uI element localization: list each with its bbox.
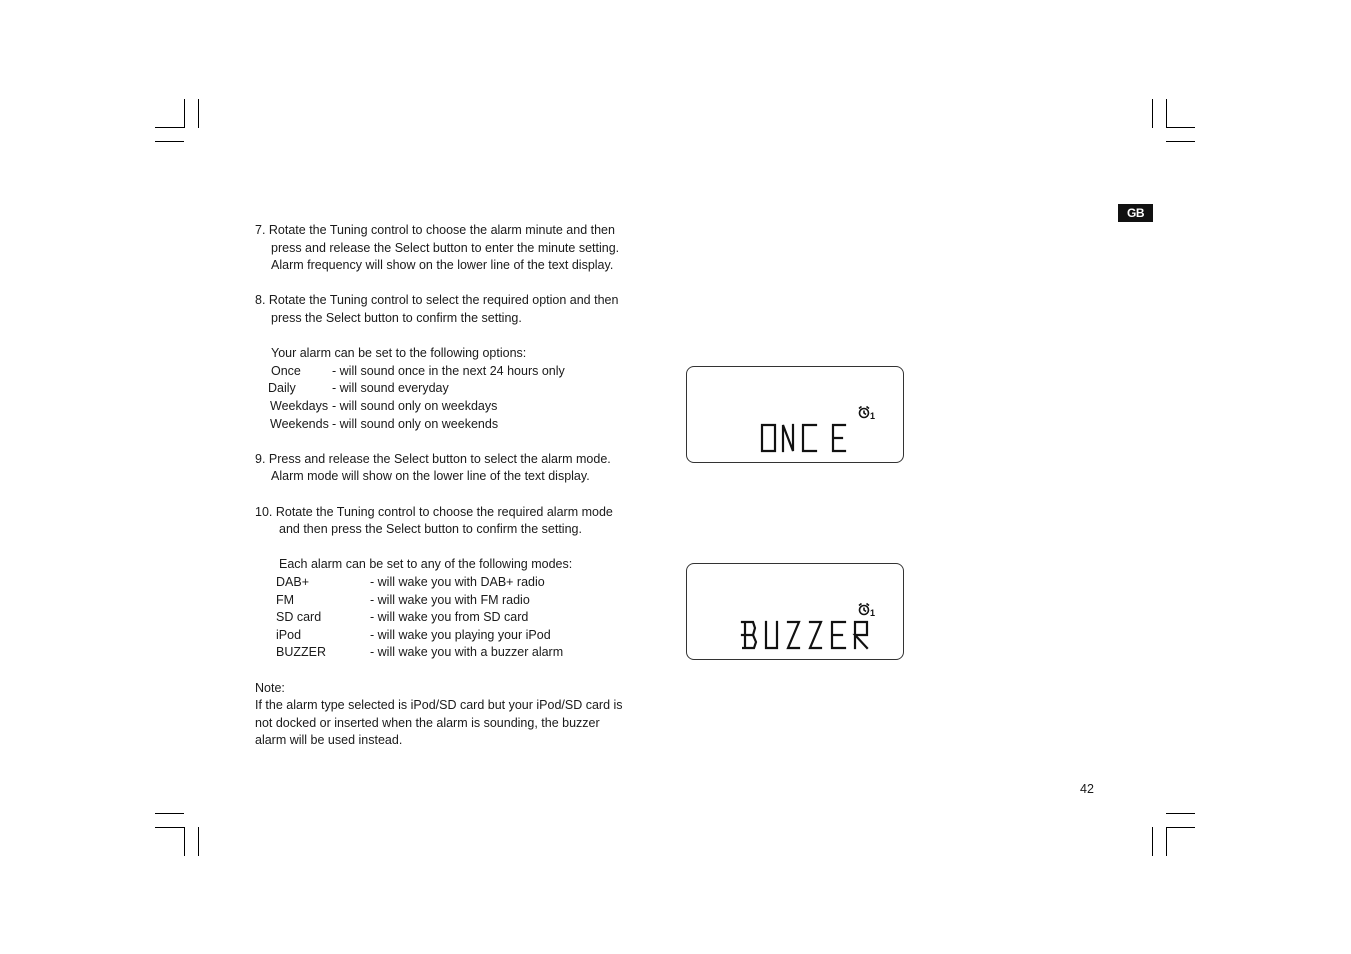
lcd-display-buzzer: [686, 563, 904, 660]
option-name: Weekends: [270, 416, 329, 431]
option-name: Once: [271, 363, 301, 378]
lcd-text-value: BUZZER: [687, 564, 691, 565]
option-name: Daily: [268, 381, 296, 396]
mode-desc: - will wake you with a buzzer alarm: [370, 645, 564, 660]
page-number: 42: [1080, 782, 1094, 796]
step-9-line-2: Alarm mode will show on the lower line of the text display.: [271, 469, 590, 484]
option-name: Weekdays: [270, 399, 329, 413]
mode-name: BUZZER: [276, 645, 326, 660]
step-8-line-1: 8. Rotate the Tuning control to select the required option and then: [255, 293, 619, 308]
note-line: not docked or inserted when the alarm is sounding, the buzzer: [255, 715, 600, 730]
lcd-text-buzzer: [742, 622, 867, 648]
note-line: If the alarm type selected is iPod/SD card but your iPod/SD card is: [255, 698, 623, 713]
mode-name: FM: [276, 592, 295, 607]
option-desc: - will sound once in the next 24 hours only: [332, 363, 565, 378]
alarm-clock-icon: [859, 604, 869, 615]
step-10-line-1: 10. Rotate the Tuning control to choose the required alarm mode: [255, 504, 613, 519]
step-7-line-2: press and release the Select button to enter the minute setting.: [271, 240, 620, 255]
lcd-display-once: [686, 366, 904, 463]
lcd-text-once: [762, 425, 845, 451]
option-desc: - will sound only on weekdays: [332, 399, 498, 413]
mode-desc: - will wake you with DAB+ radio: [370, 575, 545, 589]
mode-name: DAB+: [276, 575, 310, 589]
step-10-line-2: and then press the Select button to confirm the setting.: [279, 522, 582, 537]
mode-desc: - will wake you with FM radio: [370, 592, 530, 607]
step-7-line-1: 7. Rotate the Tuning control to choose the alarm minute and then: [255, 223, 615, 237]
note-label: Note:: [255, 680, 285, 695]
options-intro: Your alarm can be set to the following options:: [271, 346, 527, 361]
language-badge: GB: [1118, 204, 1153, 222]
step-8-line-2: press the Select button to confirm the setting.: [271, 311, 522, 325]
step-9-line-1: 9. Press and release the Select button to select the alarm mode.: [255, 451, 611, 466]
alarm-number: 1: [870, 608, 876, 618]
option-desc: - will sound everyday: [332, 381, 449, 396]
mode-desc: - will wake you from SD card: [370, 610, 529, 625]
lcd-text-value: ONCE: [687, 367, 690, 368]
option-desc: - will sound only on weekends: [332, 416, 499, 431]
alarm-clock-icon: [859, 407, 869, 418]
mode-desc: - will wake you playing your iPod: [370, 627, 551, 642]
modes-intro: Each alarm can be set to any of the following modes:: [279, 557, 573, 572]
mode-name: SD card: [276, 610, 322, 625]
note-line: alarm will be used instead.: [255, 733, 403, 748]
mode-name: iPod: [276, 627, 302, 642]
alarm-number: 1: [870, 411, 876, 421]
step-7-line-3: Alarm frequency will show on the lower line of the text display.: [271, 258, 614, 273]
